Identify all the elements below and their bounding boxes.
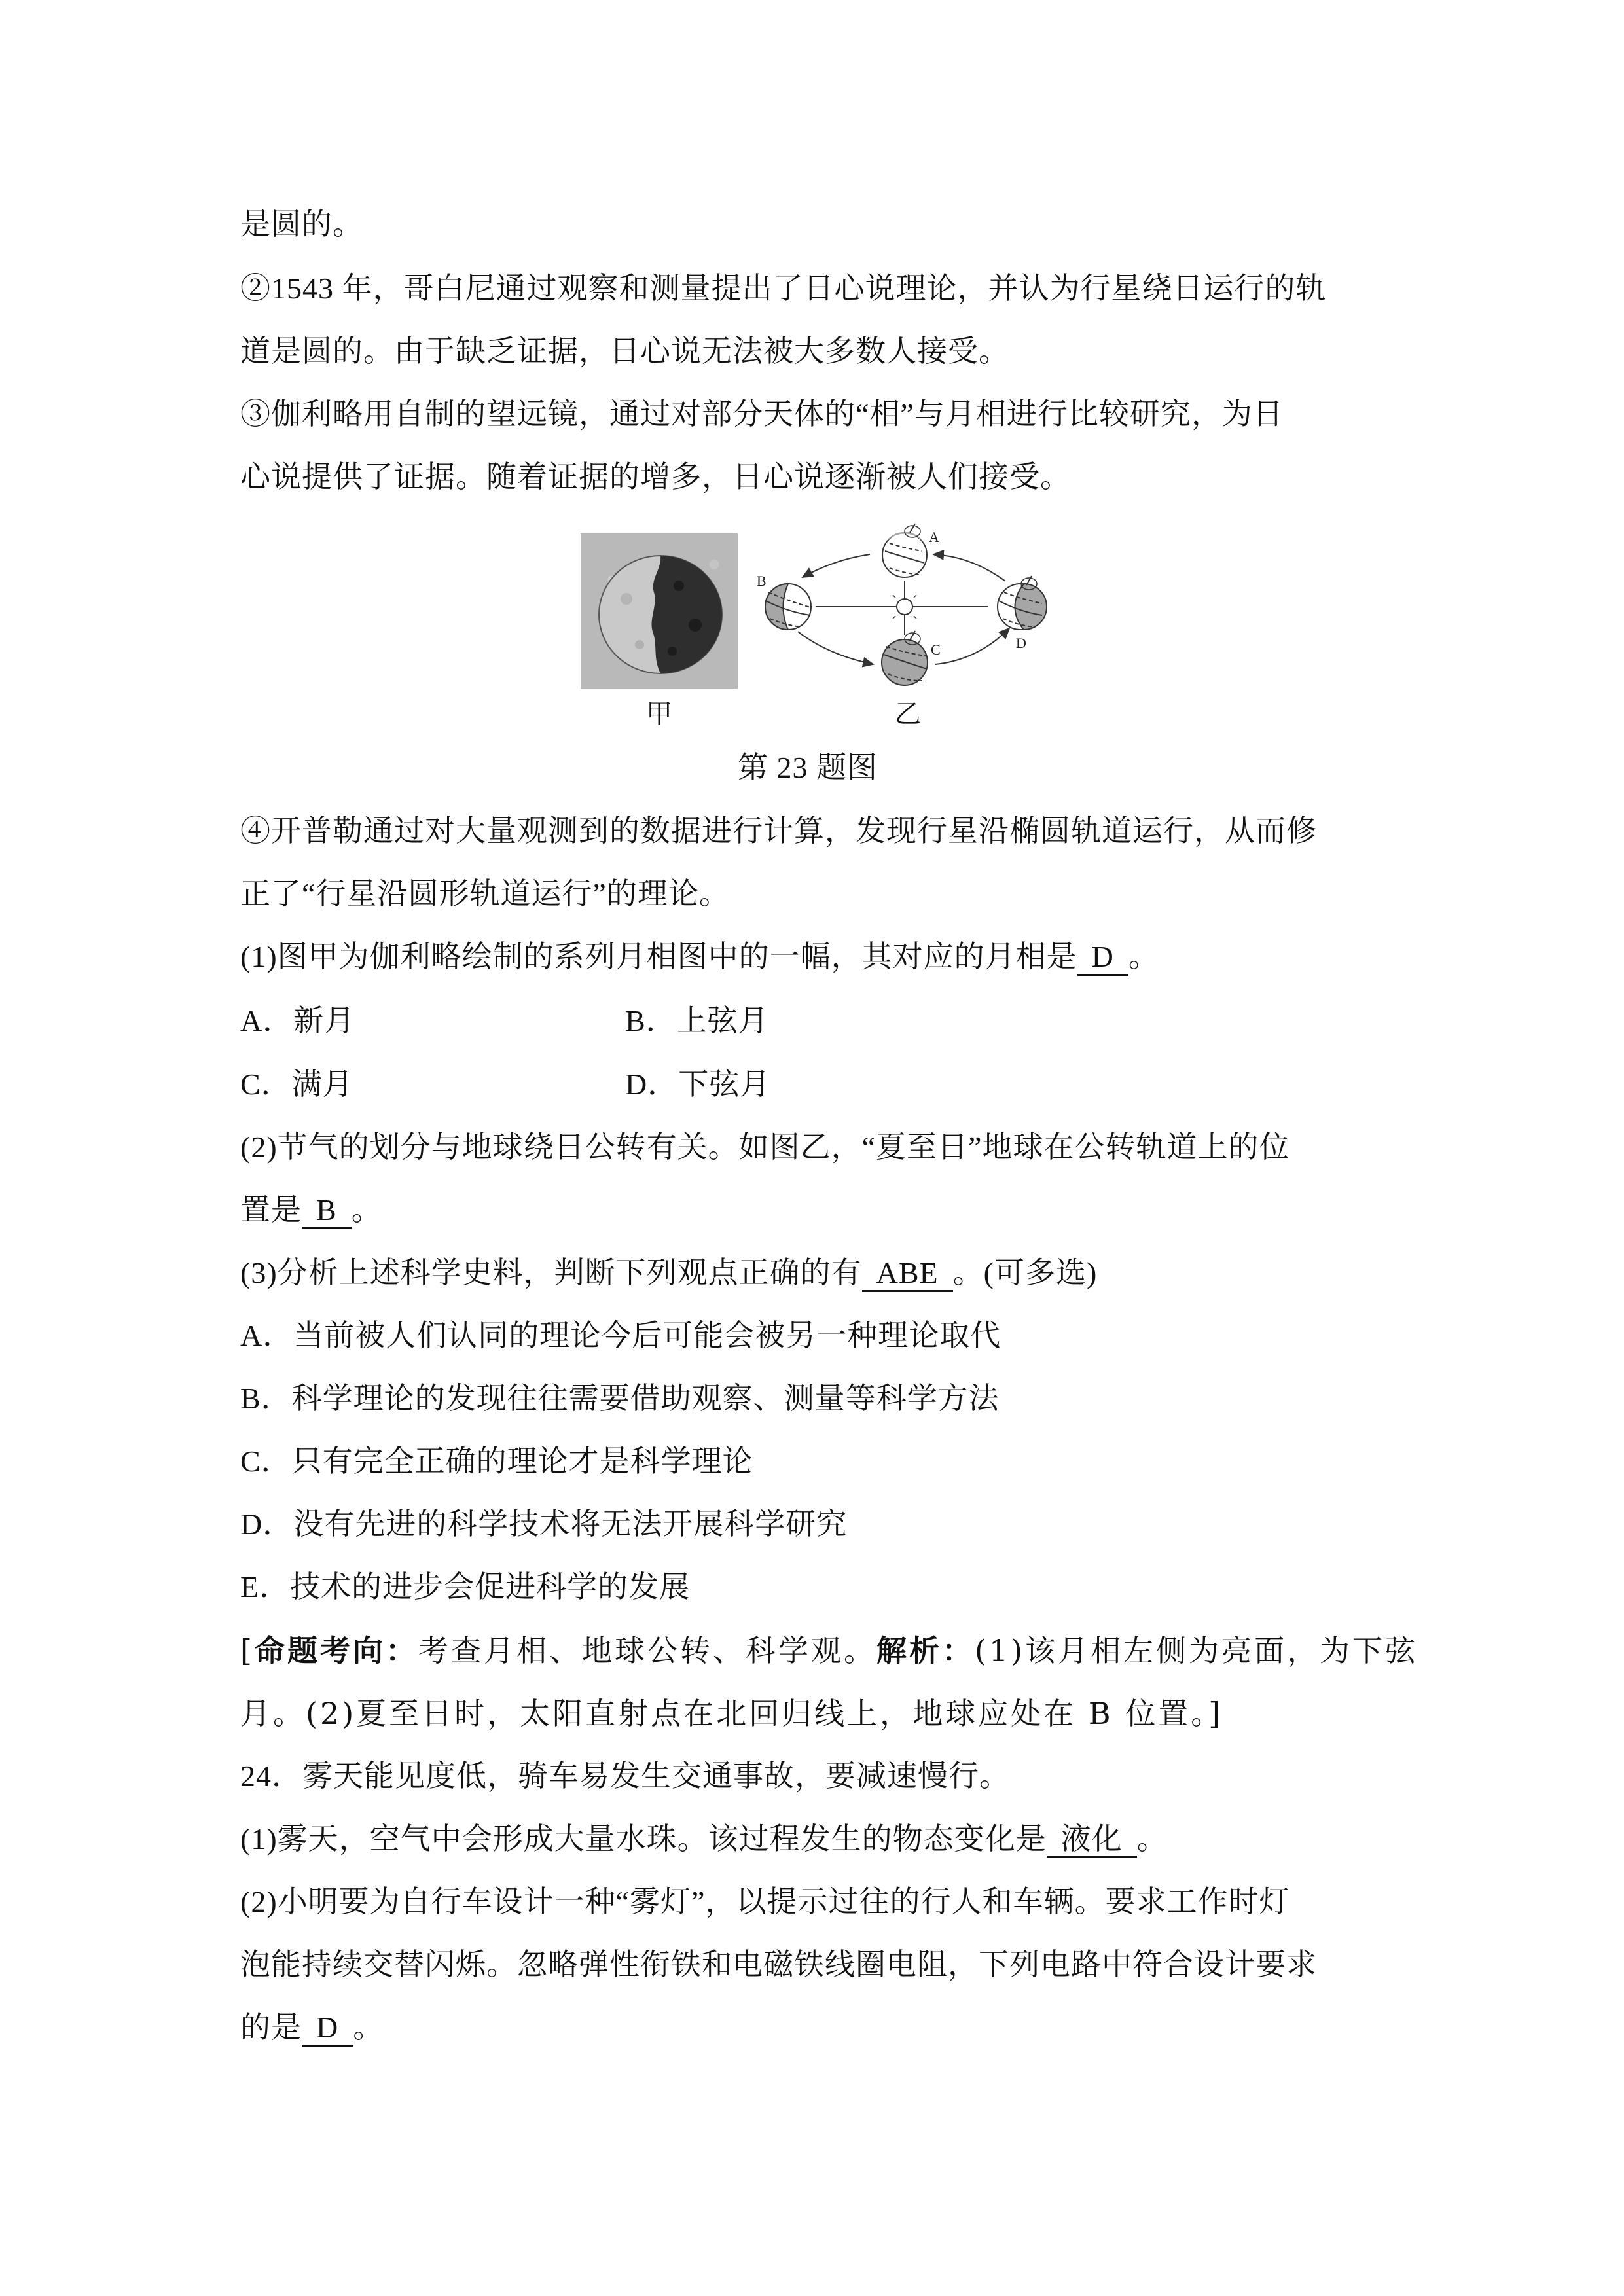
sun-icon bbox=[893, 595, 916, 619]
question-24-sub2-line2: 泡能持续交替闪烁。忽略弹性衔铁和电磁铁线圈电阻，下列电路中符合设计要求 bbox=[240, 1948, 1317, 1981]
punctuation: 。 bbox=[351, 1193, 382, 1227]
paragraph-galileo-line1: ③伽利略用自制的望远镜，通过对部分天体的“相”与月相进行比较研究，为日 bbox=[240, 397, 1284, 431]
earth-position-b bbox=[757, 573, 811, 630]
question-24-sub1-answer-blank: 液化 bbox=[1047, 1822, 1137, 1858]
punctuation: 。 bbox=[353, 2011, 384, 2044]
bracket-open: [ bbox=[240, 1633, 255, 1668]
question-1-options-row1 bbox=[240, 1001, 769, 1041]
question-3-option-a: A．当前被人们认同的理论今后可能会被另一种理论取代 bbox=[240, 1319, 1001, 1352]
option-a: A．新月 bbox=[240, 1004, 355, 1037]
earth-position-c bbox=[882, 631, 941, 685]
question-24-sub2-line3 bbox=[240, 2008, 384, 2047]
option-b: B．上弦月 bbox=[625, 1004, 769, 1037]
explanation-line1 bbox=[240, 1631, 1418, 1670]
question-3-stem bbox=[240, 1253, 1097, 1293]
paragraph-kepler-line2: 正了“行星沿圆形轨道运行”的理论。 bbox=[240, 877, 730, 910]
earth-position-d bbox=[998, 576, 1047, 651]
label-b: B bbox=[757, 573, 767, 589]
paragraph-galileo-line2: 心说提供了证据。随着证据的增多，日心说逐渐被人们接受。 bbox=[240, 460, 1071, 493]
question-2-text: 置是 bbox=[240, 1193, 302, 1227]
question-2-stem-line1: (2)节气的划分与地球绕日公转有关。如图乙，“夏至日”地球在公转轨道上的位 bbox=[240, 1130, 1290, 1164]
question-3-note: 。(可多选) bbox=[952, 1256, 1098, 1289]
paragraph-copernicus-line1: ②1543 年，哥白尼通过观察和测量提出了日心说理论，并认为行星绕日运行的轨 bbox=[240, 272, 1327, 305]
question-3-option-b: B．科学理论的发现往往需要借助观察、测量等科学方法 bbox=[240, 1382, 1000, 1415]
explanation-line2: 月。(2)夏至日时，太阳直射点在北回归线上，地球应处在 B 位置。] bbox=[240, 1696, 1223, 1731]
explanation-analysis-text: (1)该月相左侧为亮面，为下弦 bbox=[974, 1633, 1418, 1668]
moon-phase-figure bbox=[581, 533, 738, 689]
question-1-stem bbox=[240, 937, 1159, 977]
figure-label-yi: 乙 bbox=[895, 699, 921, 728]
question-24-sub2-text: 的是 bbox=[240, 2011, 302, 2044]
explanation-topic-label: 命题考向： bbox=[254, 1633, 418, 1668]
question-1-text: (1)图甲为伽利略绘制的系列月相图中的一幅，其对应的月相是 bbox=[240, 940, 1077, 973]
question-3-option-d: D．没有先进的科学技术将无法开展科学研究 bbox=[240, 1507, 848, 1541]
question-24-sub2-line1: (2)小明要为自行车设计一种“雾灯”，以提示过往的行人和车辆。要求工作时灯 bbox=[240, 1885, 1290, 1918]
question-3-answer-blank: ABE bbox=[862, 1256, 953, 1292]
figure-caption: 第 23 题图 bbox=[738, 751, 878, 784]
earth-position-a bbox=[882, 524, 939, 577]
last-quarter-moon-icon bbox=[581, 533, 738, 689]
explanation-topic-text: 考查月相、地球公转、科学观。 bbox=[418, 1633, 876, 1668]
paragraph-continuation: 是圆的。 bbox=[240, 207, 363, 241]
earth-orbit-diagram bbox=[755, 517, 1083, 713]
question-2-answer-blank: B bbox=[302, 1193, 352, 1229]
question-1-options-row2 bbox=[240, 1065, 771, 1104]
question-24-sub2-answer-blank: D bbox=[302, 2011, 353, 2047]
explanation-analysis-label: 解析： bbox=[876, 1633, 975, 1668]
paragraph-copernicus-line2: 道是圆的。由于缺乏证据，日心说无法被大多数人接受。 bbox=[240, 334, 1009, 368]
punctuation: 。 bbox=[1128, 940, 1159, 973]
option-d: D．下弦月 bbox=[625, 1067, 771, 1101]
label-c: C bbox=[931, 641, 941, 658]
label-d: D bbox=[1016, 635, 1026, 651]
question-24-stem: 24．雾天能见度低，骑车易发生交通事故，要减速慢行。 bbox=[240, 1759, 1010, 1793]
paragraph-kepler-line1: ④开普勒通过对大量观测到的数据进行计算，发现行星沿椭圆轨道运行，从而修 bbox=[240, 814, 1317, 848]
option-c: C．满月 bbox=[240, 1067, 353, 1101]
figure-label-jia: 甲 bbox=[646, 699, 672, 728]
question-2-stem-line2 bbox=[240, 1191, 382, 1230]
question-24-sub1 bbox=[240, 1820, 1168, 1859]
question-1-answer-blank: D bbox=[1077, 940, 1128, 976]
question-3-option-e: E．技术的进步会促进科学的发展 bbox=[240, 1570, 691, 1604]
question-3-option-c: C．只有完全正确的理论才是科学理论 bbox=[240, 1444, 753, 1478]
punctuation: 。 bbox=[1136, 1822, 1168, 1856]
earth-orbit-figure bbox=[755, 517, 1083, 713]
label-a: A bbox=[929, 529, 939, 545]
question-24-sub1-text: (1)雾天，空气中会形成大量水珠。该过程发生的物态变化是 bbox=[240, 1822, 1047, 1856]
question-3-text: (3)分析上述科学史料，判断下列观点正确的有 bbox=[240, 1256, 862, 1289]
